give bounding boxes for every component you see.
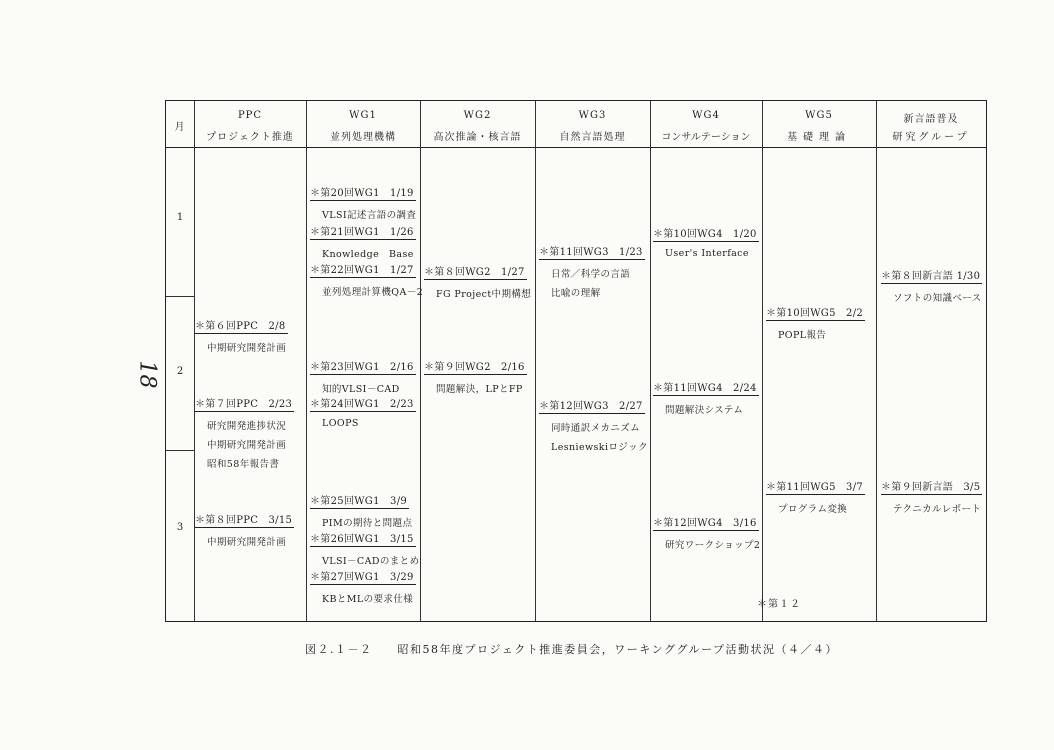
entry-heading: ＊第10回WG5 2/2 [766,304,865,321]
entry-topic: Knowledge Base [322,249,414,260]
header-wg5-title: WG5 [805,110,833,121]
entry-topic: テクニカルレポート [893,504,982,515]
entry-heading: ＊第24回WG1 2/23 [310,395,416,412]
header-wg3-title: WG3 [578,110,607,121]
header-wg4-title: WG4 [692,110,720,121]
entry-topic: LOOPS [322,418,359,429]
entry-topic: 中期研究開発計画 [207,537,287,548]
entry-wg4-10 [653,225,759,259]
entry-wg1-26 [310,530,419,567]
entry-wg1-23 [310,358,416,395]
entry-topic: POPL報告 [778,330,827,341]
entry-topic: VLSI記述言語の調査 [322,210,417,221]
entry-heading: ＊第８回WG2 1/27 [424,263,527,280]
col-divider [535,101,536,621]
entry-wg1-24 [310,395,416,429]
entry-topic: 中期研究開発計画 [207,343,287,354]
entry-topic: 研究ワークショップ2 [665,540,761,551]
entry-wg4-12 [653,514,760,551]
entry-heading: ＊第26回WG1 3/15 [310,530,416,547]
entry-topic: 知的VLSI－CAD [322,384,400,395]
entry-heading: ＊第25回WG1 3/9 [310,492,409,509]
entry-heading: ＊第12回WG4 3/16 [653,514,759,531]
entry-wg1-25 [310,492,412,529]
header-wg4-subtitle: コンサルテーション [661,132,751,143]
entry-topic: Lesniewskiロジック [551,442,648,453]
entry-heading: ＊第11回WG5 3/7 [766,478,865,495]
entry-topic: KBとMLの要求仕様 [322,594,414,605]
month-divider [166,296,194,297]
entry-heading: ＊第11回WG3 1/23 [539,243,645,260]
entry-heading: ＊第12回WG3 2/27 [539,397,645,414]
entry-ppc-7 [195,395,294,470]
entry-topic: 同時通訳メカニズム [551,423,641,434]
month-divider [166,450,194,451]
figure-caption: 図２.１－２ 昭和58年度プロジェクト推進委員会，ワーキンググループ活動状況（４／４） [305,643,839,656]
header-wg2-subtitle: 高次推論・核言語 [433,132,522,143]
entry-heading: ＊第27回WG1 3/29 [310,568,416,585]
entry-ppc-8 [195,511,294,548]
entry-heading: ＊第８回PPC 3/15 [195,511,294,528]
activity-table [165,100,987,622]
entry-topic: 比喩の理解 [551,288,601,299]
header-month: 月 [174,122,186,133]
month-label: 1 [176,212,184,223]
entry-wg3-11 [539,243,645,299]
entry-heading: ＊第21回WG1 1/26 [310,223,416,240]
entry-wg4-11 [653,379,759,416]
header-newlang-subtitle: 研究グループ [892,132,970,143]
col-divider [876,101,877,621]
entry-heading: ＊第９回WG2 2/16 [424,358,527,375]
entry-topic: 日常／科学の言語 [551,269,631,280]
entry-topic: 並列処理計算機QA－2 [322,287,424,298]
entry-topic: 問題解決システム [665,405,744,416]
header-wg2-title: WG2 [463,110,492,121]
entry-heading: ＊第23回WG1 2/16 [310,358,416,375]
month-label: 2 [176,366,184,377]
month-label: 3 [176,522,184,533]
entry-heading: ＊第22回WG1 1/27 [310,261,416,278]
entry-wg2-8 [424,263,531,300]
entry-wg5-11 [766,478,865,515]
header-wg1-title: WG1 [349,110,377,121]
entry-wg1-22 [310,261,423,298]
entry-wg5-10 [766,304,865,341]
entry-heading: ＊第８回新言語 1/30 [881,267,982,284]
entry-newlang-8 [881,267,982,304]
col-divider [762,101,763,621]
entry-topic: User's Interface [665,248,749,259]
header-ppc-title: PPC [237,110,263,121]
entry-heading: ＊第10回WG4 1/20 [653,225,759,242]
entry-wg1-21 [310,223,416,260]
header-wg5-subtitle: 基礎理論 [787,132,851,143]
wg5-note: ＊第１２ [757,599,801,610]
entry-topic: PIMの期待と問題点 [322,518,413,529]
entry-topic: ソフトの知識ベース [893,293,982,304]
entry-newlang-9 [881,478,982,515]
entry-wg1-20 [310,184,416,221]
entry-topic: 問題解決，LPとFP [436,384,523,395]
entry-topic: 研究開発進捗状況 [207,421,287,432]
entry-topic: プログラム変換 [778,504,848,515]
entry-topic: FG Project中期構想 [436,289,532,300]
entry-heading: ＊第20回WG1 1/19 [310,184,416,201]
header-ppc-subtitle: プロジェクト推進 [206,132,294,143]
entry-wg1-27 [310,568,416,605]
col-divider [650,101,651,621]
entry-topic: 中期研究開発計画 [207,440,287,451]
entry-heading: ＊第11回WG4 2/24 [653,379,759,396]
col-divider [306,101,307,621]
entry-topic: 昭和58年報告書 [207,459,280,470]
page-number: 18 [134,360,160,389]
entry-heading: ＊第６回PPC 2/8 [195,317,288,334]
header-wg1-subtitle: 並列処理機構 [330,132,396,143]
header-wg3-subtitle: 自然言語処理 [559,132,626,143]
entry-ppc-6 [195,317,288,354]
header-newlang-title: 新言語普及 [903,114,959,125]
entry-heading: ＊第７回PPC 2/23 [195,395,294,412]
entry-wg3-12 [539,397,648,453]
col-divider [420,101,421,621]
entry-topic: VLSI－CADのまとめ [322,556,420,567]
entry-heading: ＊第９回新言語 3/5 [881,478,982,495]
entry-wg2-9 [424,358,527,395]
